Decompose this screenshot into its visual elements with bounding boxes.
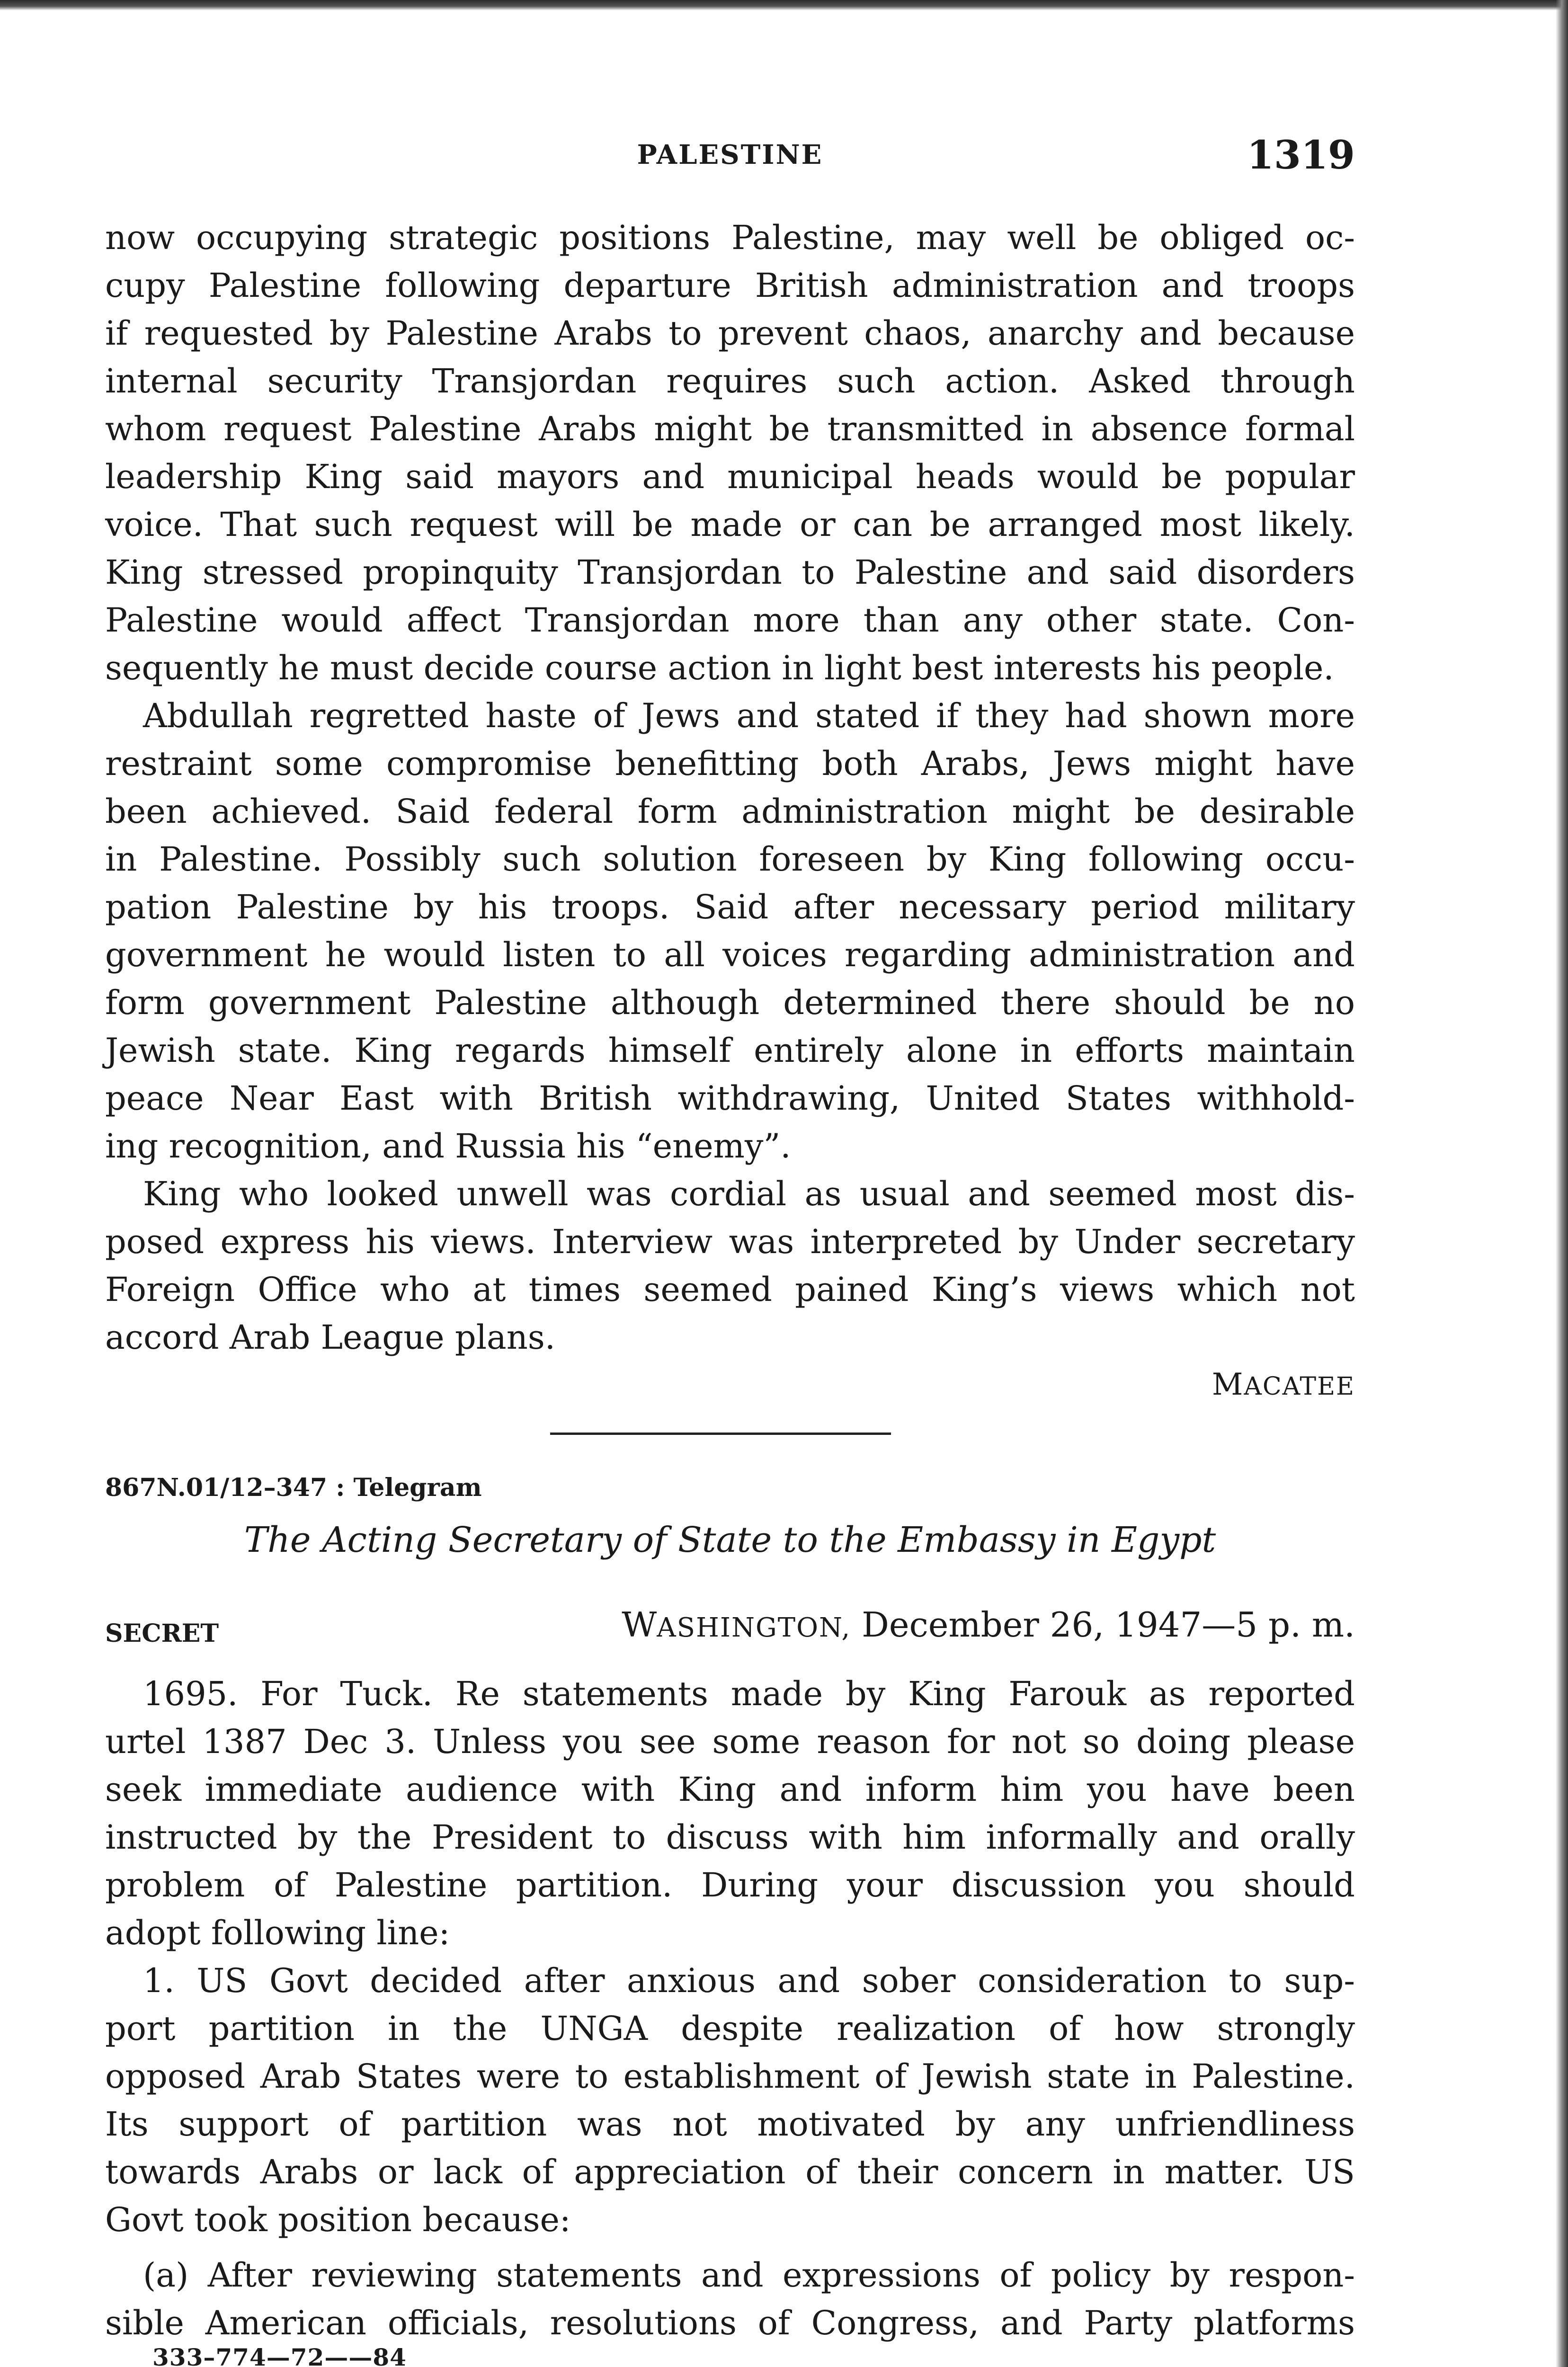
text-line: instructed by the President to discuss with him informally and orally <box>105 1818 1355 1857</box>
text-line: leadership King said mayors and municipal heads would be popular <box>105 457 1355 496</box>
text-line: now occupying strategic positions Palestine, may well be obliged oc- <box>105 218 1355 257</box>
text-line: King who looked unwell was cordial as usual and seemed most dis- <box>143 1175 1355 1213</box>
text-line: in Palestine. Possibly such solution foreseen by King following occu- <box>105 840 1355 879</box>
text-line: sible American officials, resolutions of Congress, and Party platforms <box>105 2304 1355 2342</box>
text-line: been achieved. Said federal form administration might be desirable <box>105 792 1355 831</box>
telegram-body <box>105 1670 1355 2244</box>
text-line: form government Palestine although determined there should be no <box>105 983 1355 1022</box>
text-line: voice. That such request will be made or can be arranged most likely. <box>105 505 1355 544</box>
text-line: peace Near East with British withdrawing, United States withhold- <box>105 1079 1355 1118</box>
dateline-place-initial: W <box>622 1605 657 1645</box>
signature-rest: ACATEE <box>1244 1372 1355 1401</box>
text-line: opposed Arab States were to establishment of Jewish state in Palestine. <box>105 2057 1355 2096</box>
text-line: adopt following line: <box>105 1913 450 1952</box>
classification: SECRET <box>105 1619 219 1648</box>
text-line: King stressed propinquity Transjordan to Palestine and said disorders <box>105 553 1355 592</box>
text-line: government he would listen to all voices regarding administration and <box>105 935 1355 974</box>
text-line: Its support of partition was not motivated by any unfriendliness <box>105 2105 1355 2144</box>
text-line: problem of Palestine partition. During your discussion you should <box>105 1866 1355 1904</box>
text-line: 1. US Govt decided after anxious and sober consideration to sup- <box>143 1961 1355 2000</box>
text-line: Jewish state. King regards himself entirely alone in efforts maintain <box>105 1031 1355 1070</box>
telegram-body-point-a <box>105 2251 1355 2347</box>
text-line: accord Arab League plans. <box>105 1318 556 1357</box>
signature-initial: M <box>1212 1367 1244 1402</box>
scan-edge-top <box>0 0 1568 10</box>
text-line: seek immediate audience with King and inform him you have been <box>105 1770 1355 1809</box>
text-line: Govt took position because: <box>105 2200 571 2239</box>
text-line: (a) After reviewing statements and expressions of policy by respon- <box>143 2256 1355 2295</box>
text-line: ing recognition, and Russia his “enemy”. <box>105 1127 791 1166</box>
text-line: cupy Palestine following departure British administration and troops <box>105 266 1355 305</box>
text-line: whom request Palestine Arabs might be transmitted in absence formal <box>105 409 1355 448</box>
text-line: towards Arabs or lack of appreciation of their concern in matter. US <box>105 2153 1355 2191</box>
signature <box>1212 1367 1355 1402</box>
text-line: posed express his views. Interview was interpreted by Under secretary <box>105 1222 1355 1261</box>
text-line: Palestine would affect Transjordan more than any other state. Con- <box>105 601 1355 640</box>
dateline-place-rest: ASHINGTON, <box>657 1612 851 1643</box>
telegram-body-continued <box>105 214 1355 1361</box>
dateline-date: December 26, 1947—5 p. m. <box>851 1605 1355 1645</box>
page-number: 1319 <box>1247 133 1355 178</box>
text-line: if requested by Palestine Arabs to prevent chaos, anarchy and because <box>105 314 1355 353</box>
text-line: Foreign Office who at times seemed pained King’s views which not <box>105 1270 1355 1309</box>
text-line: urtel 1387 Dec 3. Unless you see some reason for not so doing please <box>105 1722 1355 1761</box>
document-title: The Acting Secretary of State to the Embassy in Egypt <box>244 1520 1216 1560</box>
file-reference: 867N.01/12–347 : Telegram <box>105 1473 482 1502</box>
text-line: restraint some compromise benefitting both Arabs, Jews might have <box>105 744 1355 783</box>
text-line: 1695. For Tuck. Re statements made by King Farouk as reported <box>143 1674 1355 1713</box>
text-line: internal security Transjordan requires such action. Asked through <box>105 362 1355 400</box>
text-line: pation Palestine by his troops. Said after necessary period military <box>105 888 1355 926</box>
text-line: sequently he must decide course action in light best interests his people. <box>105 649 1334 687</box>
scan-edge-right <box>1556 0 1568 2367</box>
running-head <box>105 133 1355 185</box>
text-line: port partition in the UNGA despite realization of how strongly <box>105 2009 1355 2048</box>
print-code: 333–774—72——84 <box>152 2343 407 2367</box>
section-divider <box>550 1433 891 1435</box>
running-title: PALESTINE <box>637 139 823 170</box>
text-line: Abdullah regretted haste of Jews and stated if they had shown more <box>143 696 1355 735</box>
dateline <box>622 1605 1355 1645</box>
